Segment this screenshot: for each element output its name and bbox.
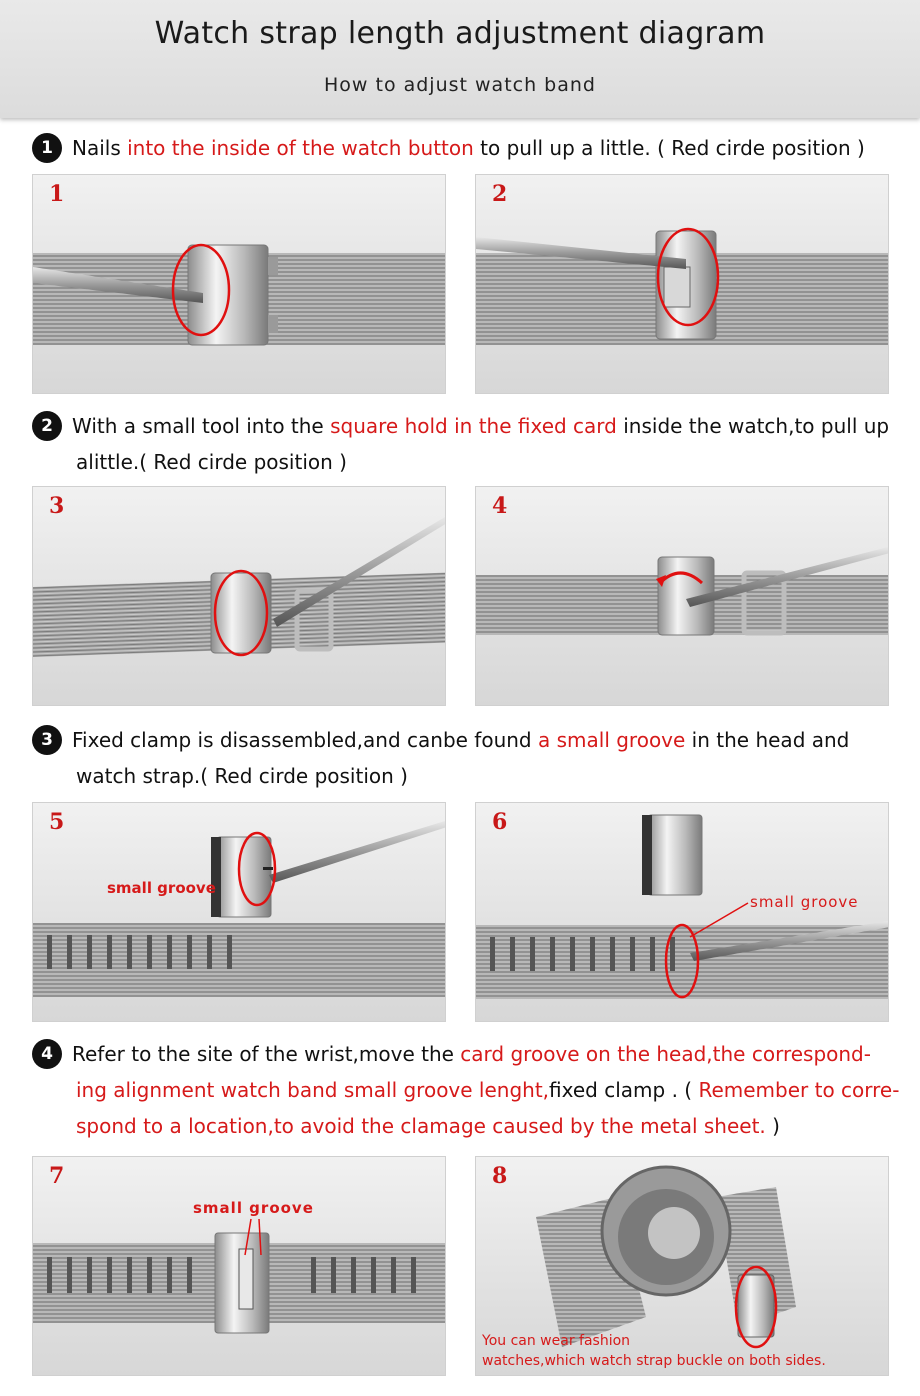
strap-illustration bbox=[33, 487, 446, 706]
step-number-badge-icon: 1 bbox=[32, 133, 62, 163]
strap-illustration bbox=[476, 487, 889, 706]
step-2-highlight: square hold in the fixed card bbox=[330, 414, 617, 438]
photo-6 bbox=[475, 802, 889, 1022]
step-2-instruction bbox=[32, 408, 902, 480]
photo-7 bbox=[32, 1156, 446, 1376]
step-1-text-end: to pull up a little. ( Red cirde position ) bbox=[473, 136, 865, 160]
photo-8-note-line2: watches,which watch strap buckle on both sides. bbox=[482, 1353, 826, 1369]
photo-number: 8 bbox=[492, 1163, 508, 1189]
photo-3 bbox=[32, 486, 446, 706]
strap-illustration bbox=[476, 803, 889, 1022]
small-groove-label: small groove bbox=[750, 893, 859, 911]
step-2-text-end: inside the watch,to pull up bbox=[616, 414, 890, 438]
small-groove-label: small groove bbox=[107, 879, 216, 897]
step-4-instruction bbox=[32, 1036, 902, 1144]
photo-4 bbox=[475, 486, 889, 706]
step-4-text-end: ) bbox=[765, 1114, 780, 1138]
page-header bbox=[0, 0, 920, 118]
photo-5 bbox=[32, 802, 446, 1022]
step-4-highlight-2: ing alignment watch band small groove lenght, bbox=[76, 1078, 550, 1102]
photo-number: 5 bbox=[49, 809, 65, 835]
step-3-text: Fixed clamp is disassembled,and canbe found bbox=[72, 728, 538, 752]
step-2-text: With a small tool into the bbox=[72, 414, 331, 438]
step-3-text-end: in the head and bbox=[685, 728, 850, 752]
strap-illustration bbox=[33, 175, 446, 394]
step-4-highlight-4: spond to a location,to avoid the clamage caused by the metal sheet. bbox=[76, 1114, 766, 1138]
page-title: Watch strap length adjustment diagram bbox=[154, 16, 766, 51]
photo-number: 2 bbox=[492, 181, 508, 207]
clasp bbox=[738, 1275, 774, 1337]
photo-number: 4 bbox=[492, 493, 508, 519]
photo-2 bbox=[475, 174, 889, 394]
strap-illustration bbox=[33, 1157, 446, 1376]
screwdriver-icon bbox=[269, 821, 446, 883]
photo-8 bbox=[475, 1156, 889, 1376]
step-3-text-line2: watch strap.( Red cirde position ) bbox=[76, 764, 408, 788]
step-4-highlight: card groove on the head,the correspond- bbox=[460, 1042, 871, 1066]
step-3-instruction bbox=[32, 722, 902, 794]
step-4-highlight-3: Remember to corre- bbox=[698, 1078, 900, 1102]
strap-illustration bbox=[33, 803, 446, 1022]
step-number-badge-icon: 2 bbox=[32, 411, 62, 441]
step-2-text-line2: alittle.( Red cirde position ) bbox=[76, 450, 347, 474]
clasp-head bbox=[217, 837, 271, 917]
photo-number: 6 bbox=[492, 809, 508, 835]
step-1-text: Nails bbox=[72, 136, 128, 160]
mesh-strap-icon bbox=[33, 923, 446, 997]
photo-number: 3 bbox=[49, 493, 65, 519]
clasp-head bbox=[648, 815, 702, 895]
step-1-highlight: into the inside of the watch button bbox=[127, 136, 474, 160]
strap-illustration bbox=[476, 175, 889, 394]
photo-number: 1 bbox=[49, 181, 65, 207]
page-subtitle: How to adjust watch band bbox=[324, 74, 596, 96]
small-groove-label: small groove bbox=[193, 1199, 314, 1217]
step-1-instruction bbox=[32, 130, 902, 166]
clasp bbox=[211, 573, 271, 653]
step-3-highlight: a small groove bbox=[537, 728, 686, 752]
photo-1 bbox=[32, 174, 446, 394]
step-4-text: Refer to the site of the wrist,move the bbox=[72, 1042, 461, 1066]
step-number-badge-icon: 4 bbox=[32, 1039, 62, 1069]
photo-8-note-line1: You can wear fashion bbox=[482, 1333, 631, 1349]
step-number-badge-icon: 3 bbox=[32, 725, 62, 755]
step-4-text-mid: fixed clamp . ( bbox=[549, 1078, 699, 1102]
photo-number: 7 bbox=[49, 1163, 65, 1189]
